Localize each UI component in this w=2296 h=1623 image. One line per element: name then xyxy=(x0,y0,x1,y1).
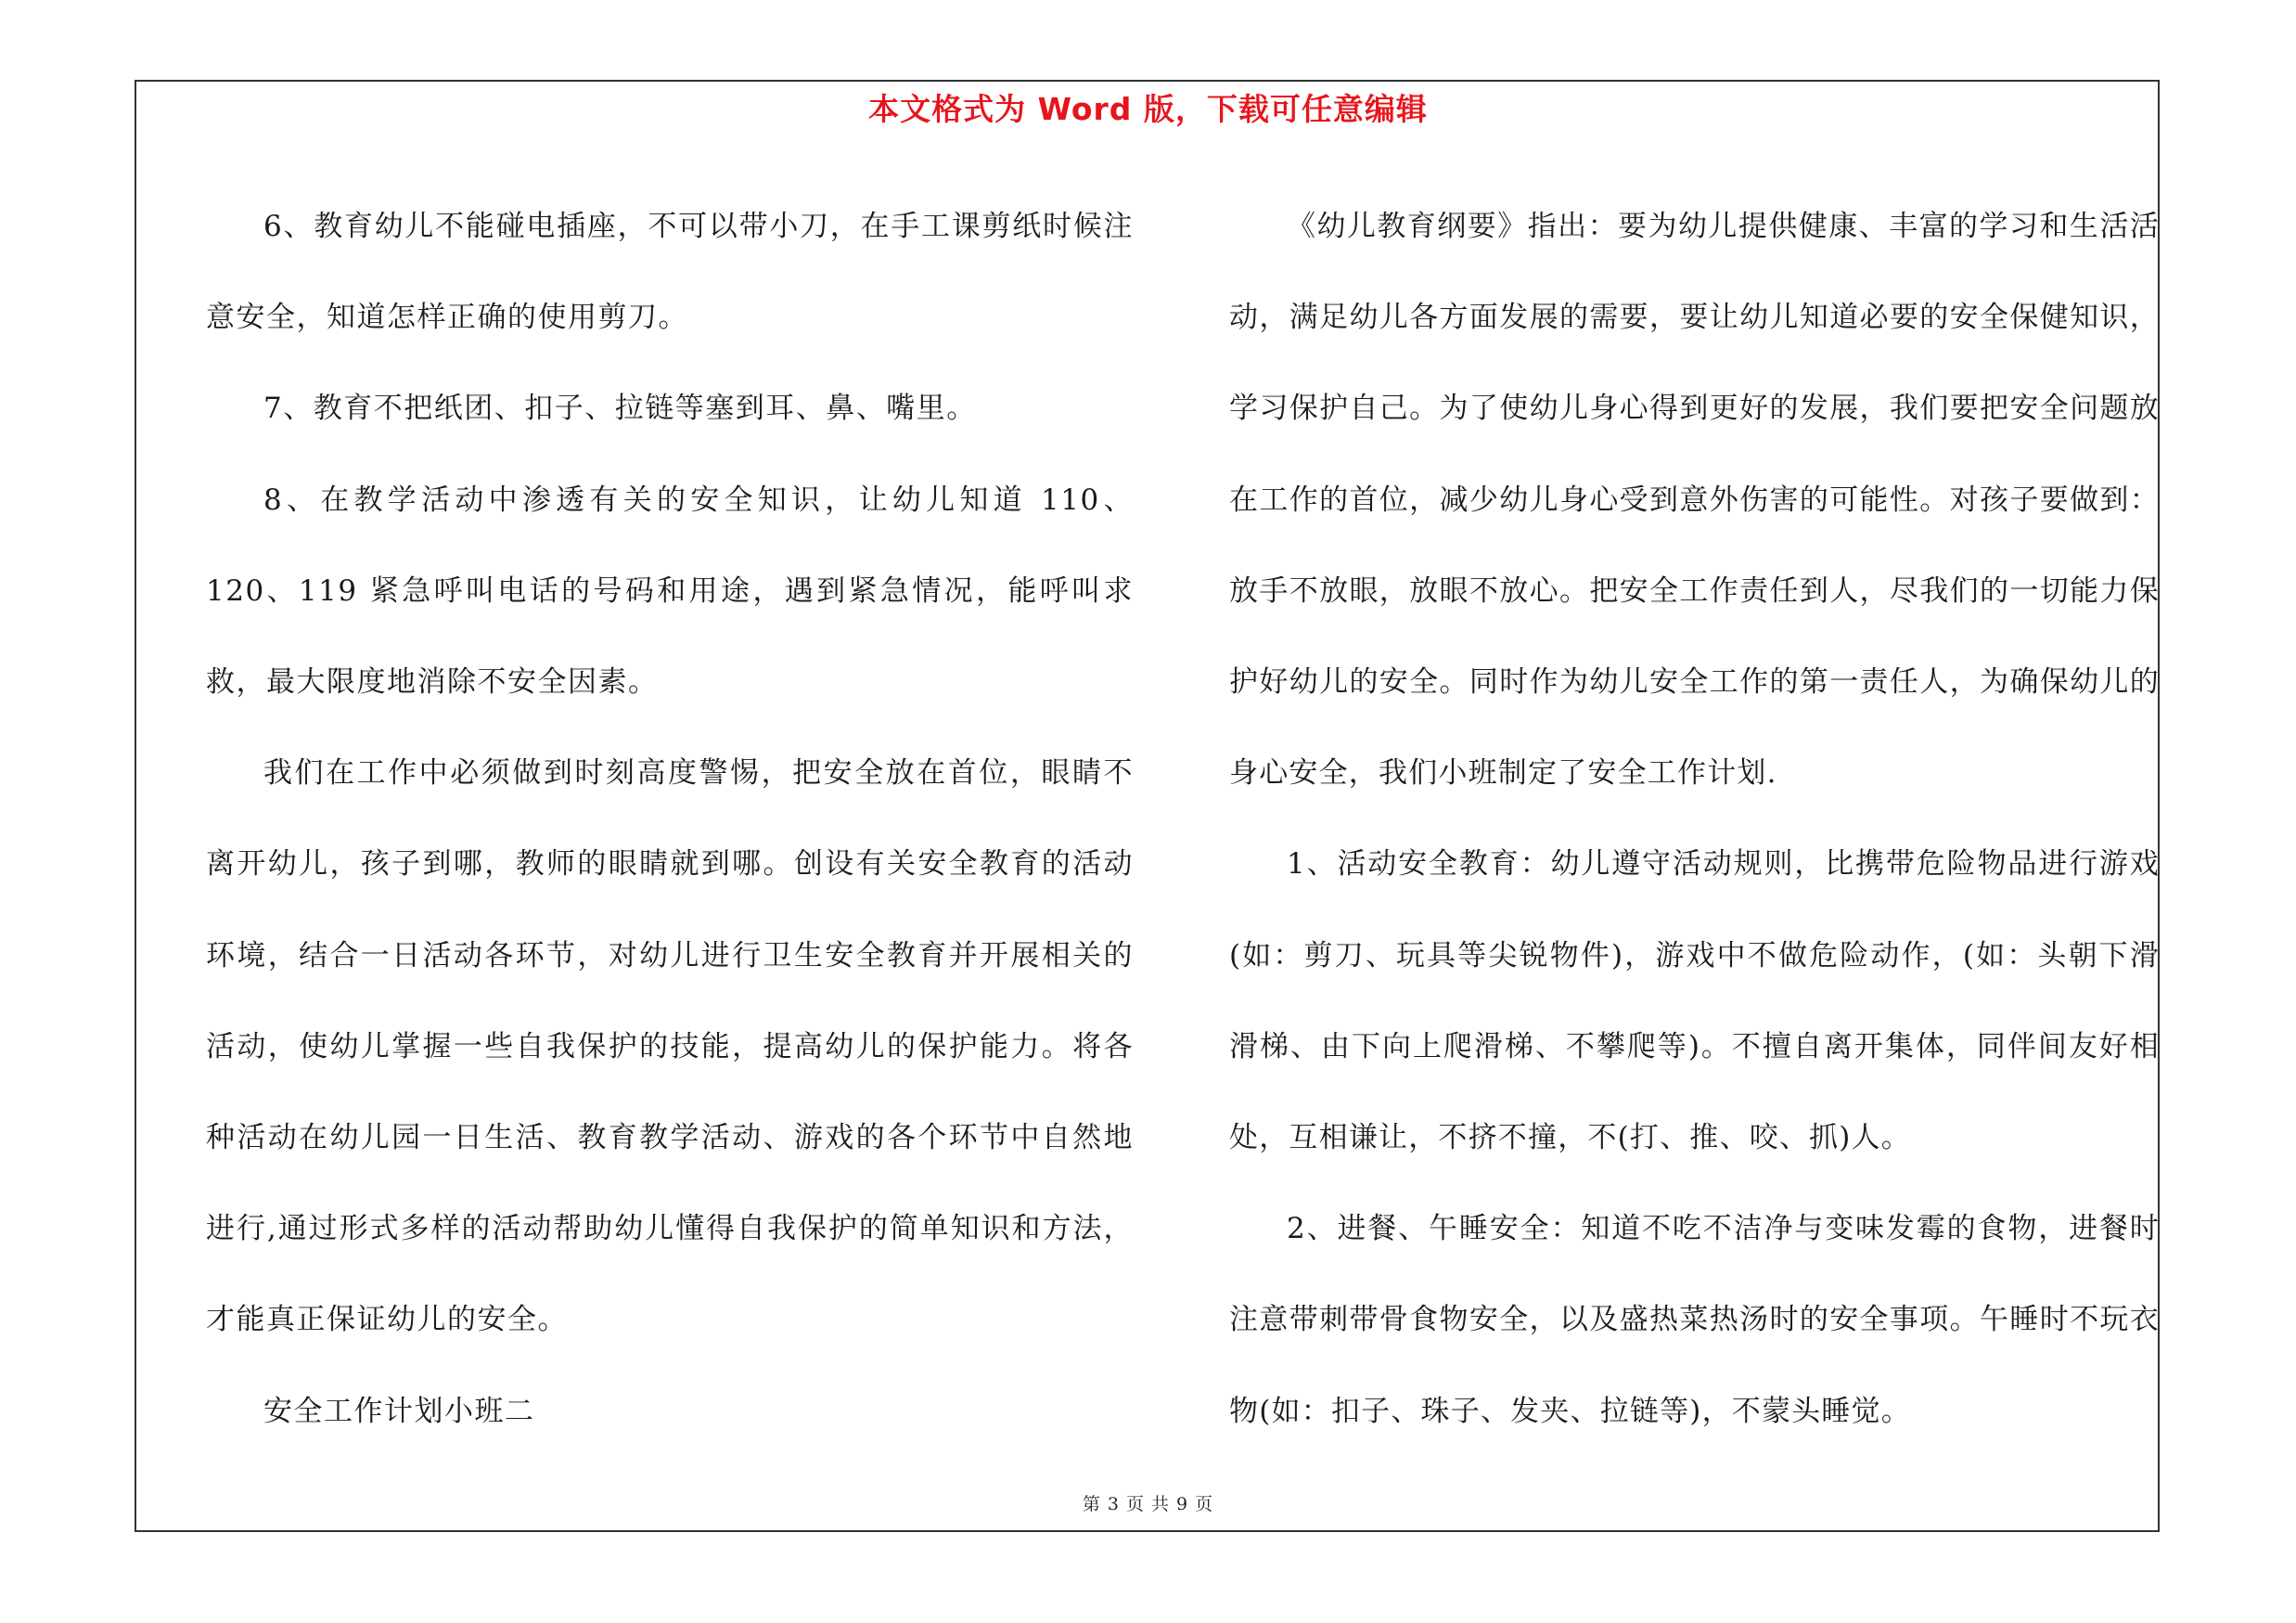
paragraph-meal-nap-safety: 2、进餐、午睡安全：知道不吃不洁净与变味发霉的食物，进餐时注意带刺带骨食物安全，以及盛热菜热汤时的安全事项。午睡时不玩衣物(如：扣子、珠子、发夹、拉链等)，不蒙头睡觉。 xyxy=(1229,1212,2160,1428)
page-number: 第 3 页 共 9 页 xyxy=(1082,1494,1214,1514)
paragraph-guideline-intro: 《幼儿教育纲要》指出：要为幼儿提供健康、丰富的学习和生活活动，满足幼儿各方面发展的需要，要让幼儿知道必要的安全保健知识，学习保护自己。为了使幼儿身心得到更好的发展，我们要把安全问题放在工作的首位，减少幼儿身心受到意外伤害的可能性。对孩子要做到：放手不放眼，放眼不放心。把安全工作责任到人，尽我们的一切能力保护好幼儿的安全。同时作为幼儿安全工作的第一责任人，为确保幼儿的身心安全，我们小班制定了安全工作计划. xyxy=(1229,210,2160,791)
paragraph-item-8: 8、在教学活动中渗透有关的安全知识，让幼儿知道 110、120、119 紧急呼叫电话的号码和用途，遇到紧急情况，能呼叫求救，最大限度地消除不安全因素。 xyxy=(206,483,1134,700)
section-heading: 安全工作计划小班二 xyxy=(263,1394,535,1428)
paragraph-item-6: 6、教育幼儿不能碰电插座，不可以带小刀，在手工课剪纸时候注意安全，知道怎样正确的使用剪刀。 xyxy=(206,210,1134,335)
editable-notice-banner: 本文格式为 Word 版，下载可任意编辑 xyxy=(868,91,1428,127)
left-column xyxy=(206,181,1134,1457)
right-column xyxy=(1229,181,2160,1457)
paragraph-safety-vigilance: 我们在工作中必须做到时刻高度警惕，把安全放在首位，眼睛不离开幼儿，孩子到哪，教师的眼睛就到哪。创设有关安全教育的活动环境，结合一日活动各环节，对幼儿进行卫生安全教育并开展相关的活动，使幼儿掌握一些自我保护的技能，提高幼儿的保护能力。将各种活动在幼儿园一日生活、教育教学活动、游戏的各个环节中自然地进行,通过形式多样的活动帮助幼儿懂得自我保护的简单知识和方法，才能真正保证幼儿的安全。 xyxy=(206,756,1134,1337)
paragraph-activity-safety: 1、活动安全教育：幼儿遵守活动规则，比携带危险物品进行游戏(如：剪刀、玩具等尖锐物件)，游戏中不做危险动作，(如：头朝下滑滑梯、由下向上爬滑梯、不攀爬等)。不擅自离开集体，同伴间友好相处，互相谦让，不挤不撞，不(打、推、咬、抓)人。 xyxy=(1229,847,2160,1155)
paragraph-item-7: 7、教育不把纸团、扣子、拉链等塞到耳、鼻、嘴里。 xyxy=(263,392,977,426)
